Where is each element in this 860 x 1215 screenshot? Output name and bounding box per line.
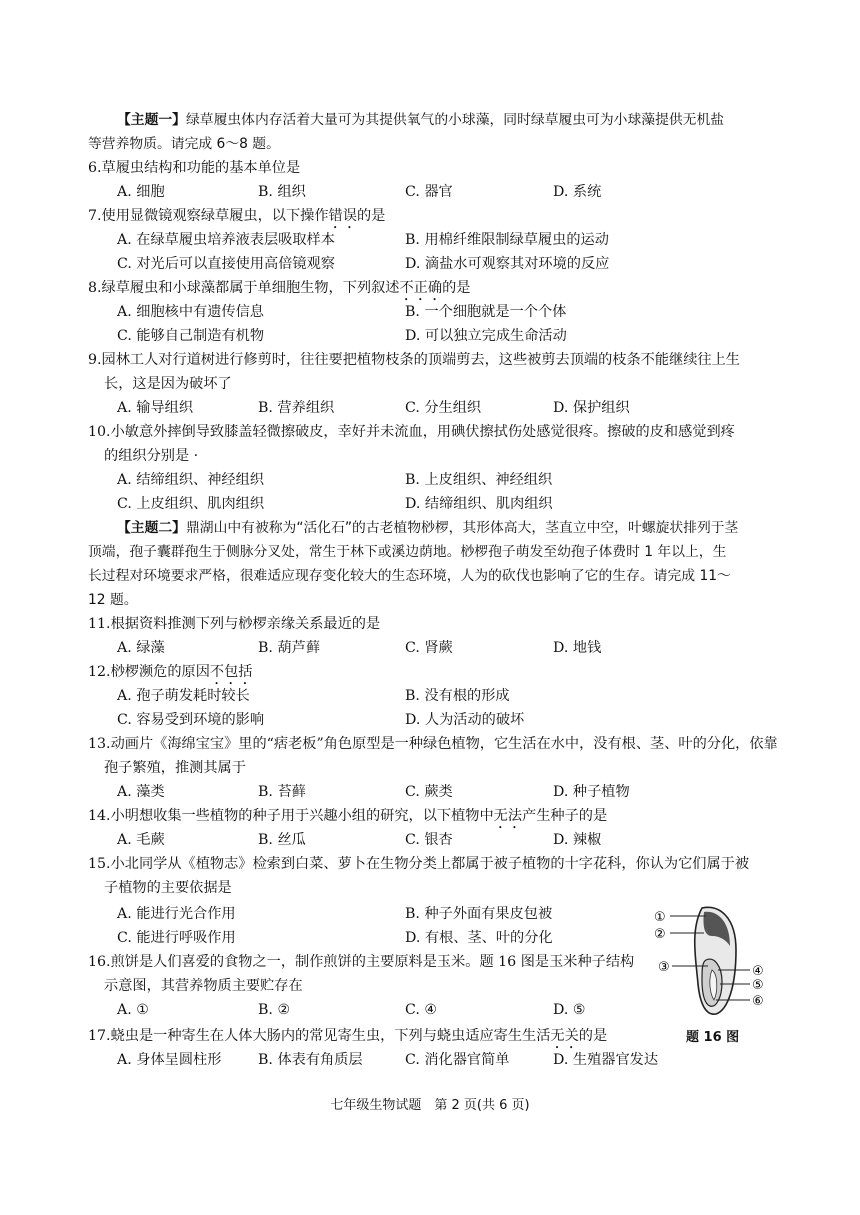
q17-stem-post: 的是	[578, 1028, 608, 1044]
q12-option-b: B. 没有根的形成	[405, 688, 510, 704]
q6-option-c: C. 器官	[405, 184, 453, 200]
q10-stem-line2: 的组织分别是 ·	[104, 448, 199, 464]
corn-seed-diagram	[650, 900, 770, 1020]
q17-stem-emphasis: 无关	[550, 1028, 579, 1044]
q15-stem-line2: 子植物的主要依据是	[104, 880, 232, 896]
q17-stem-pre: 17.蛲虫是一种寄生在人体大肠内的常见寄生虫，下列与蛲虫适应寄生生活	[88, 1028, 551, 1044]
q11-stem: 11.根据资料推测下列与桫椤亲缘关系最近的是	[88, 616, 381, 632]
q13-stem-line2: 孢子繁殖，推测其属于	[104, 760, 246, 776]
q16-option-b: B. ②	[258, 1002, 291, 1018]
q8-option-d: D. 可以独立完成生命活动	[405, 328, 567, 344]
q12-option-d: D. 人为活动的破坏	[405, 712, 525, 728]
q7-stem-post: 的是	[356, 208, 386, 224]
q13-option-b: B. 苔藓	[258, 784, 306, 800]
q16-stem-line1: 16.煎饼是人们喜爱的食物之一，制作煎饼的主要原料是玉米。题 16 图是玉米种子结构	[88, 954, 635, 970]
q11-option-c: C. 肾蕨	[405, 640, 453, 656]
q6-option-a: A. 细胞	[117, 184, 165, 200]
q10-option-a: A. 结缔组织、神经组织	[117, 472, 264, 488]
q15-option-a: A. 能进行光合作用	[117, 906, 236, 922]
topic2-line3: 长过程对环境要求严格，很难适应现存变化较大的生态环境，人为的砍伐也影响了它的生存。请完成 11～	[88, 568, 731, 584]
q12-stem-emphasis: 不包括	[209, 664, 253, 680]
q6-stem: 6.草履虫结构和功能的基本单位是	[88, 160, 301, 176]
q14-stem-post: 产生种子的是	[522, 808, 608, 824]
q12-option-c: C. 容易受到环境的影响	[117, 712, 265, 728]
q9-option-d: D. 保护组织	[553, 400, 630, 416]
q17-option-a: A. 身体呈圆柱形	[117, 1052, 222, 1068]
q16-option-a: A. ①	[117, 1002, 149, 1018]
q16-option-d: D. ⑤	[553, 1002, 586, 1018]
topic2-label: 【主题二】	[117, 520, 186, 536]
q10-option-d: D. 结缔组织、肌肉组织	[405, 496, 553, 512]
label-5: ⑤	[752, 978, 764, 993]
q14-option-d: D. 辣椒	[553, 832, 602, 848]
q7-option-a: A. 在绿草履虫培养液表层吸取样本	[117, 232, 335, 248]
figure-caption: 题 16 图	[686, 1030, 740, 1045]
q9-stem-line1: 9.园林工人对行道树进行修剪时，往往要把植物枝条的顶端剪去，这些被剪去顶端的枝条不能继续往上生	[88, 352, 740, 368]
label-3: ③	[658, 960, 670, 975]
q16-option-c: C. ④	[405, 1002, 438, 1018]
q13-option-c: C. 蕨类	[405, 784, 453, 800]
q9-stem-line2: 长，这是因为破坏了	[104, 376, 232, 392]
q7-stem-emphasis: 错误	[328, 208, 357, 224]
q14-option-a: A. 毛蕨	[117, 832, 165, 848]
q17-option-c: C. 消化器官简单	[405, 1052, 510, 1068]
q8-stem-post: 的是	[442, 280, 471, 296]
page-footer: 七年级生物试题 第 2 页(共 6 页)	[330, 1098, 530, 1113]
label-4: ④	[752, 964, 764, 979]
q13-stem-line1: 13.动画片《海绵宝宝》里的“痞老板”角色原型是一种绿色植物，它生活在水中，没有根、茎、叶的分化，依靠	[88, 736, 778, 752]
label-2: ②	[654, 927, 666, 942]
q13-option-d: D. 种子植物	[553, 784, 630, 800]
topic1-label: 【主题一】	[117, 112, 186, 128]
q16-stem-line2: 示意图，其营养物质主要贮存在	[104, 978, 303, 994]
q11-option-d: D. 地钱	[553, 640, 602, 656]
q13-option-a: A. 藻类	[117, 784, 165, 800]
topic1-line2: 等营养物质。请完成 6～8 题。	[88, 136, 280, 152]
q14-option-c: C. 银杏	[405, 832, 453, 848]
q10-option-b: B. 上皮组织、神经组织	[405, 472, 553, 488]
q8-stem-pre: 8.绿草履虫和小球藻都属于单细胞生物，下列叙述	[88, 280, 400, 296]
q8-option-c: C. 能够自己制造有机物	[117, 328, 265, 344]
topic1-text-a: 绿草履虫体内存活着大量可为其提供氧气的小球藻，同时绿草履虫可为小球藻提供无机盐	[185, 112, 725, 128]
topic2-line4: 12 题。	[88, 592, 138, 608]
q15-stem-line1: 15.小北同学从《植物志》检索到白菜、萝卜在生物分类上都属于被子植物的十字花科，你认为它们属于被	[88, 856, 750, 872]
q15-option-c: C. 能进行呼吸作用	[117, 930, 236, 946]
q6-option-d: D. 系统	[553, 184, 602, 200]
q8-option-b: B. 一个细胞就是一个个体	[405, 304, 567, 320]
q17-option-b: B. 体表有角质层	[258, 1052, 363, 1068]
label-6: ⑥	[752, 994, 764, 1009]
q7-option-c: C. 对光后可以直接使用高倍镜观察	[117, 256, 335, 272]
q17-option-d: D. 生殖器官发达	[553, 1052, 659, 1068]
q12-option-a: A. 孢子萌发耗时较长	[117, 688, 250, 704]
topic2-line1	[117, 518, 738, 538]
topic2-line2: 顶端，孢子囊群孢生于侧脉分叉处，常生于林下或溪边荫地。桫椤孢子萌发至幼孢子体费时 1 年以上，生	[88, 544, 727, 560]
label-1: ①	[654, 910, 666, 925]
q11-option-b: B. 葫芦藓	[258, 640, 321, 656]
q14-stem-pre: 14.小明想收集一些植物的种子用于兴趣小组的研究，以下植物中	[88, 808, 494, 824]
q15-option-b: B. 种子外面有果皮包被	[405, 906, 553, 922]
q7-option-b: B. 用棉纤维限制绿草履虫的运动	[405, 232, 609, 248]
q7-stem-pre: 7.使用显微镜观察绿草履虫，以下操作	[88, 208, 329, 224]
q8-option-a: A. 细胞核中有遗传信息	[117, 304, 264, 320]
topic1-line1	[117, 110, 724, 130]
q12-stem	[88, 662, 252, 688]
q10-option-c: C. 上皮组织、肌肉组织	[117, 496, 265, 512]
q9-option-a: A. 输导组织	[117, 400, 194, 416]
q8-stem	[88, 278, 470, 304]
q6-option-b: B. 组织	[258, 184, 306, 200]
q14-stem-emphasis: 无法	[493, 808, 523, 824]
q8-stem-emphasis: 不正确	[399, 280, 443, 296]
topic2-text-1: 鼎湖山中有被称为“活化石”的古老植物桫椤，其形体高大，茎直立中空，叶螺旋状排列于茎	[185, 520, 739, 536]
q12-stem-pre: 12.桫椤濒危的原因	[88, 664, 210, 680]
q7-option-d: D. 滴盐水可观察其对环境的反应	[405, 256, 610, 272]
q14-stem	[88, 806, 607, 832]
q10-stem-line1: 10.小敏意外摔倒导致膝盖轻微擦破皮，幸好并未流血，用碘伏擦拭伤处感觉很疼。擦破的皮和感觉到疼	[88, 424, 735, 440]
q11-option-a: A. 绿藻	[117, 640, 165, 656]
q9-option-b: B. 营养组织	[258, 400, 335, 416]
q15-option-d: D. 有根、茎、叶的分化	[405, 930, 553, 946]
corn-seed-figure	[650, 900, 770, 1020]
q9-option-c: C. 分生组织	[405, 400, 482, 416]
q7-stem	[88, 206, 385, 232]
q14-option-b: B. 丝瓜	[258, 832, 306, 848]
q17-stem	[88, 1026, 607, 1052]
